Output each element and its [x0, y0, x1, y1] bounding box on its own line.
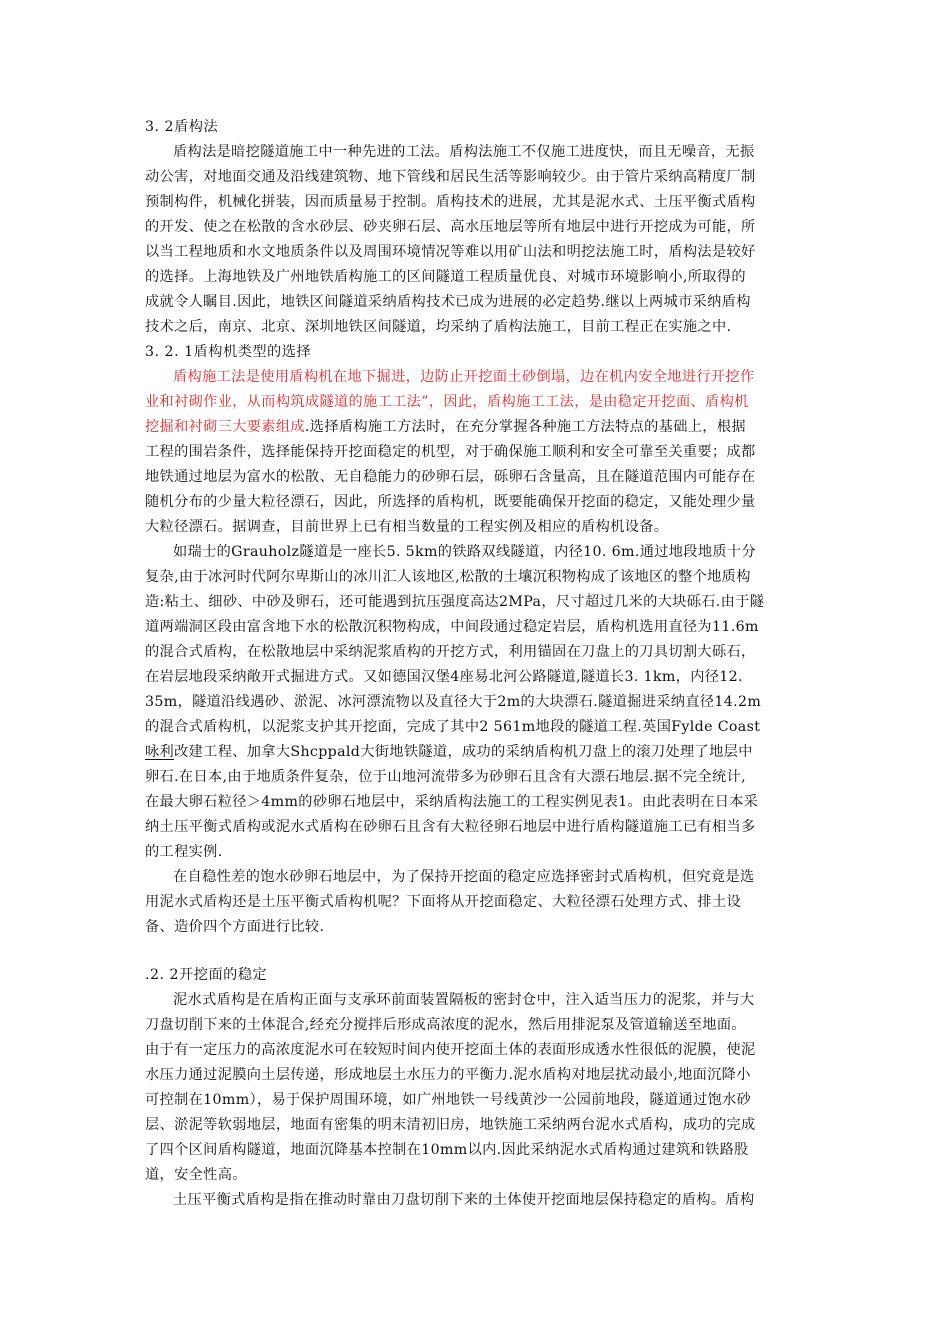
highlighted-line: 业和衬砌作业，从而构筑成隧道的施工工法”，因此，盾构施工工法，是由稳定开挖面、盾构机 — [145, 394, 749, 410]
paragraph-line: 预制构件，机械化拼装，因而质量易于控制。盾构技术的进展，尤其是泥水式、土压平衡式盾构 — [145, 194, 756, 210]
paragraph-line: 纳土压平衡式盾构或泥水式盾构在砂卵石且含有大粒径卵石地层中进行盾构隧道施工已有相当多 — [145, 819, 756, 835]
paragraph-line: 用泥水式盾构还是土压平衡式盾构机呢？下面将从开挖面稳定、大粒径漂石处理方式、排土设 — [145, 894, 742, 910]
paragraph-line: 泥水式盾构是在盾构正面与支承环前面装置隔板的密封仓中，注入适当压力的泥浆，并与大 — [173, 992, 755, 1008]
paragraph-line: 卵石.在日本,由于地质条件复杂，位于山地河流带多为砂卵石且含有大漂石地层.据不完全统计, — [145, 769, 746, 785]
paragraph-line: 在最大卵石粒径＞4mm的砂卵石地层中，采纳盾构法施工的工程实例见表1。由此表明在日本采 — [145, 794, 759, 810]
paragraph-line: 成就令人瞩目.因此，地铁区间隧道采纳盾构技术已成为进展的必定趋势.继以上两城市采纳盾构 — [145, 294, 751, 310]
paragraph-line: 在自稳性差的饱水砂卵石地层中，为了保持开挖面的稳定应选择密封式盾构机，但究竟是选 — [173, 869, 755, 885]
paragraph-line: 由于有一定压力的高浓度泥水可在较短时间内使开挖面土体的表面形成透水性很低的泥膜，使泥 — [145, 1042, 756, 1058]
paragraph-line: 35m，隧道沿线遇砂、淤泥、冰河漂流物以及直径大于2m的大块漂石.隧道掘进采纳直径14.2m — [145, 694, 762, 710]
section-heading: .2. 2开挖面的稳定 — [145, 967, 268, 983]
paragraph-text: .选择盾构施工方法时，在充分掌握各种施工方法特点的基础上，根据 — [304, 419, 746, 435]
paragraph-line: 以当工程地质和水文地质条件以及周围环境情况等难以用矿山法和明挖法施工时，盾构法是较好 — [145, 244, 756, 260]
paragraph-line: 土压平衡式盾构是指在推动时靠由刀盘切削下来的土体使开挖面地层保持稳定的盾构。盾构 — [173, 1192, 755, 1208]
paragraph-line: 造:粘土、细砂、中砂及卵石，还可能遇到抗压强度高达2MPa，尺寸超过几米的大块砾石.由于隧 — [145, 594, 765, 610]
paragraph-line: 随机分布的少量大粒径漂石，因此，所选择的盾构机，既要能确保开挖面的稳定，又能处理少量 — [145, 494, 756, 510]
paragraph-line: 技术之后，南京、北京、深圳地铁区间隧道，均采纳了盾构法施工，目前工程正在实施之中. — [145, 319, 732, 335]
paragraph-line: 的开发、使之在松散的含水砂层、砂夹卵石层、高水压地层等所有地层中进行开挖成为可能，所 — [145, 219, 756, 235]
paragraph-text: 改建工程、加拿大Shcppald大街地铁隧道，成功的采纳盾构机刀盘上的滚刀处理了地层中 — [174, 744, 753, 760]
paragraph-line: 地铁通过地层为富水的松散、无自稳能力的砂卵石层，砾卵石含量高，且在隧道范围内可能存在 — [145, 469, 756, 485]
paragraph-line: 复杂,由于冰河时代阿尔卑斯山的冰川汇人该地区,松散的土壤沉积物构成了该地区的整个地质构 — [145, 569, 751, 585]
paragraph-line: 的混合式盾构机，以泥浆支护其开挖面，完成了其中2 561m地段的隧道工程.英国Fylde Coast — [145, 719, 761, 735]
paragraph-line: 水压力通过泥膜向土层传递，形成地层土水压力的平衡力.泥水盾构对地层扰动最小,地面沉降小 — [145, 1067, 751, 1083]
paragraph-line: 了四个区间盾构隧道，地面沉降基本控制在10mm以内.因此采纳泥水式盾构通过建筑和铁路股 — [145, 1142, 749, 1158]
paragraph-line: 在岩层地段采纳敞开式掘进方式。又如德国汉堡4座易北河公路隧道,隧道长3. 1km，内径12. — [145, 669, 743, 685]
paragraph-line: 备、造价四个方面进行比较. — [145, 919, 325, 935]
paragraph-line: 的选择。上海地铁及广州地铁盾构施工的区间隧道工程质量优良、对城市环境影响小,所取得的 — [145, 269, 746, 285]
paragraph-line: 可控制在10mm），易于保护周围环境，如广州地铁一号线黄沙一公园前地段，隧道通过饱水砂 — [145, 1092, 752, 1108]
paragraph-line: 的混合式盾构，在松散地层中采纳泥浆盾构的开挖方式，利用锚固在刀盘上的刀具切割大砾石， — [145, 644, 756, 660]
paragraph-line — [145, 417, 820, 437]
paragraph-line: 如瑞士的Grauholz隧道是一座长5. 5km的铁路双线隧道，内径10. 6m.通过地段地质十分 — [173, 544, 756, 560]
paragraph-line: 大粒径漂石。据调查，目前世界上已有相当数量的工程实例及相应的盾构机设备。 — [145, 519, 669, 535]
paragraph-line: 层、淤泥等软弱地层，地面有密集的明末清初旧房，地铁施工采纳两台泥水式盾构，成功的完成 — [145, 1117, 756, 1133]
underlined-text: 咏利 — [145, 744, 175, 760]
section-heading: 3. 2. 1盾构机类型的选择 — [145, 344, 312, 360]
paragraph-line — [145, 742, 820, 762]
paragraph-line: 的工程实例. — [145, 844, 223, 860]
highlighted-text: 挖掘和衬砌三大要素组成 — [145, 419, 305, 435]
paragraph-line: 动公害，对地面交通及沿线建筑物、地下管线和居民生活等影响较少。由于管片采纳高精度厂制 — [145, 169, 756, 185]
section-heading: 3. 2盾构法 — [145, 119, 219, 135]
paragraph-line: 刀盘切削下来的土体混合,经充分搅拌后形成高浓度的泥水，然后用排泥泵及管道输送至地面。 — [145, 1017, 746, 1033]
highlighted-line: 盾构施工法是使用盾构机在地下掘进，边防止开挖面土砂倒塌，边在机内安全地进行开挖作 — [173, 369, 755, 385]
paragraph-line: 道两端洞区段由富含地下水的松散沉积物构成，中间段通过稳定岩层，盾构机选用直径为11.6m — [145, 619, 759, 635]
paragraph-line: 道，安全性高。 — [145, 1167, 247, 1183]
paragraph-line: 盾构法是暗挖隧道施工中一种先进的工法。盾构法施工不仅施工进度快，而且无噪音，无振 — [173, 144, 755, 160]
paragraph-line: 工程的围岩条件，选择能保持开挖面稳定的机型，对于确保施工顺利和安全可靠至关重要；成都 — [145, 444, 756, 460]
